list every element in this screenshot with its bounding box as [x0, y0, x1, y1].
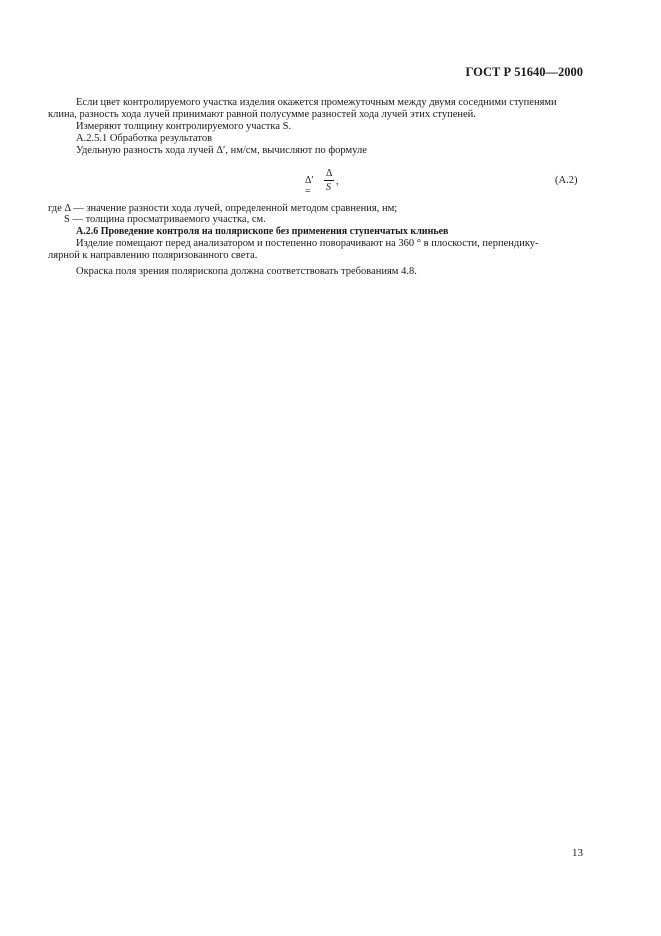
page-number: 13 [572, 847, 583, 859]
section-heading: А.2.6 Проведение контроля на полярископе без применения ступенчатых клиньев [76, 226, 449, 237]
formula-numerator: Δ [326, 168, 333, 179]
paragraph-line: Если цвет контролируемого участка изделия окажется промежуточным между двумя соседними ступенями [76, 97, 557, 108]
formula-lhs: Δ′ = [305, 175, 314, 197]
subsection-heading: А.2.5.1 Обработка результатов [76, 133, 213, 144]
formula-denominator: S [326, 182, 331, 193]
document-header: ГОСТ Р 51640—2000 [465, 65, 583, 79]
paragraph-line: Удельную разность хода лучей Δ′, нм/см, вычисляют по формуле [76, 145, 367, 156]
paragraph-line: лярной к направлению поляризованного света. [48, 250, 258, 261]
fraction-bar [324, 180, 334, 181]
paragraph-line: Изделие помещают перед анализатором и постепенно поворачивают на 360 ° в плоскости, перпендику- [76, 238, 539, 249]
equation-number: (А.2) [555, 175, 578, 186]
paragraph-line: Измеряют толщину контролируемого участка S. [76, 121, 292, 132]
where-line: S — толщина просматриваемого участка, см. [64, 214, 266, 225]
where-line: где Δ — значение разности хода лучей, определенной методом сравнения, нм; [48, 203, 398, 214]
formula-comma: , [336, 176, 339, 187]
paragraph-line: клина, разность хода лучей принимают равной полусумме разностей хода лучей этих ступеней. [48, 109, 476, 120]
paragraph-line: Окраска поля зрения полярископа должна соответствовать требованиям 4.8. [76, 266, 417, 277]
